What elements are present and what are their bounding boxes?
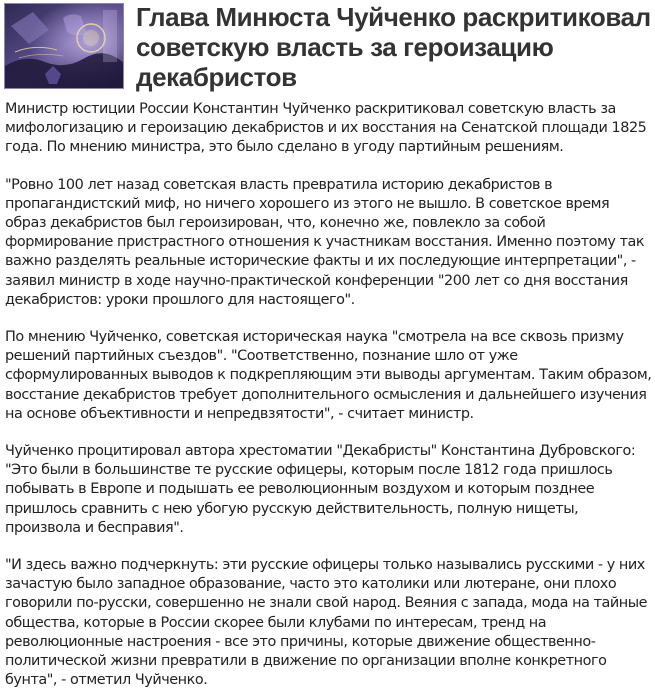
article-paragraph-4: Чуйченко процитировал автора хрестоматии "Декабристы" Константина Дубровского: "Это были в большинстве те русские офицеры, которым после 1812 года пришлось побывать в Европе и подышать ее революционным воздухом и которым позднее пришлось сравнить с нею убогую русскую действительность, полную нищеты, произвола и бесправия". <box>5 443 636 536</box>
article-thumbnail[interactable] <box>4 3 124 89</box>
article-body <box>5 100 653 690</box>
article-header <box>0 0 655 96</box>
article-paragraph-1: Министр юстиции России Константин Чуйченко раскритиковал советскую власть за мифологизацию и героизацию декабристов и их восстания на Сенатской площади 1825 года. По мнению министра, это было сделано в угоду партийным решениям. <box>5 101 647 156</box>
article-headline[interactable]: Глава Минюста Чуйченко раскритиковал советскую власть за героизацию декабристов <box>136 2 651 92</box>
article-paragraph-2: "Ровно 100 лет назад советская власть превратила историю декабристов в пропагандистский миф, но ничего хорошего из этого не вышло. В советское время образ декабристов был героизирован, что, конечно же, повлекло за собой формирование пристрастного отношения к участникам восстания. Именно поэтому так важно разделять реальные исторические факты и их последующие интерпретации", - заявил министр в ходе научно-практической конференции "200 лет со дня восстания декабристов: уроки прошлого для настоящего". <box>5 176 645 308</box>
article-paragraph-5: "И здесь важно подчеркнуть: эти русские офицеры только назывались русскими - у них зачастую было западное образование, часто это католики или лютеране, они плохо говорили по-русски, совершенно не знали свой народ. Веяния с запада, мода на тайные общества, которые в России скорее были клубами по интересам, тренд на революционные настроения - все это причины, которые движение общественно-политической жизни превратили в движение по организации вполне конкретного бунта", - отметил Чуйченко. <box>5 557 648 689</box>
article-paragraph-3: По мнению Чуйченко, советская историческая наука "смотрела на все сквозь призму решений партийных съездов". "Соответственно, познание шло от уже сформулированных выводов к подкрепляющим эти выводы аргументам. Таким образом, восстание декабристов требует дополнительного осмысления и дальнейшего изучения на основе объективности и непредвзятости", - считает министр. <box>5 329 652 422</box>
thumbnail-image <box>5 4 124 89</box>
